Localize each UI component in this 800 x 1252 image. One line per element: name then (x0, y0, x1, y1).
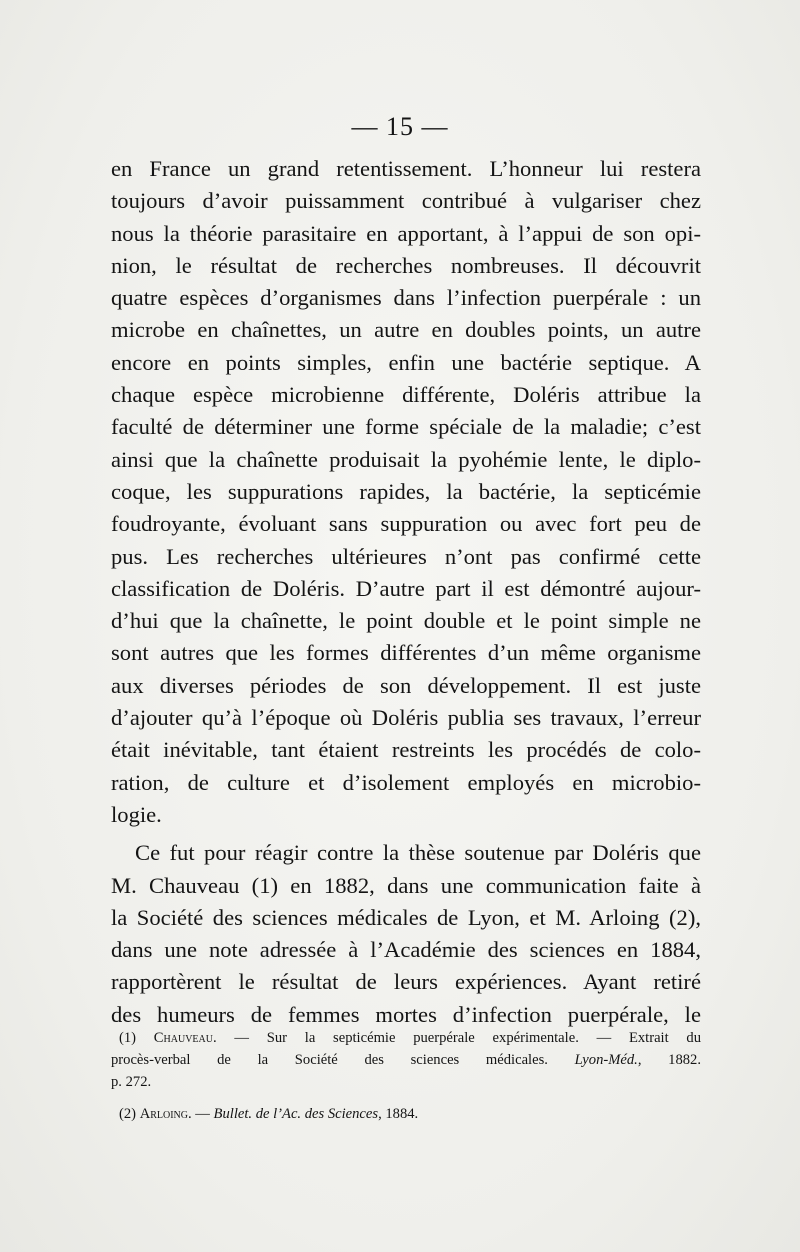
footnote-text: , 1882. (637, 1052, 701, 1068)
text-line: sont autres que les formes différentes d’un même organisme (111, 640, 701, 666)
text-line: ainsi que la chaînette produisait la pyohémie lente, le diplo- (111, 446, 701, 472)
text-line: était inévitable, tant étaient restreints les procédés de colo- (111, 737, 701, 763)
footnote-text: , 1884. (378, 1106, 419, 1122)
footnote-1-line: p. 272. (111, 1074, 152, 1090)
text-line: faculté de déterminer une forme spéciale de la maladie; c’est (111, 414, 701, 440)
body-text (111, 153, 701, 1031)
text-line: Ce fut pour réagir contre la thèse soutenue par Doléris que (135, 840, 701, 866)
footnote-journal: Lyon-Méd. (574, 1052, 638, 1068)
footnote-author: Chauveau. (153, 1030, 217, 1046)
text-line: logie. (111, 801, 162, 827)
text-line: en France un grand retentissement. L’honneur lui restera (111, 156, 701, 181)
footnotes (111, 1027, 701, 1125)
footnote-dash: — (191, 1106, 214, 1122)
text-line: ration, de culture et d’isolement employés en microbio- (111, 769, 701, 795)
footnote-marker: (2) (119, 1106, 137, 1122)
text-line: pus. Les recherches ultérieures n’ont pas confirmé cette (111, 543, 701, 569)
footnote-author: Arloing. (139, 1106, 192, 1122)
text-line: rapportèrent le résultat de leurs expériences. Ayant retiré (111, 969, 701, 995)
text-line: chaque espèce microbienne différente, Doléris attribue la (111, 382, 701, 408)
footnote-text: procès-verbal de la Société des sciences médicales. (111, 1052, 575, 1068)
text-line: d’ajouter qu’à l’époque où Doléris publia ses travaux, l’erreur (111, 705, 701, 731)
text-line: nous la théorie parasitaire en apportant, à l’appui de son opi- (111, 220, 701, 246)
page-number: — 15 — (351, 112, 449, 141)
text-line: la Société des sciences médicales de Lyon, et M. Arloing (2), (111, 904, 701, 930)
footnote-text: — Sur la septicémie puerpérale expérimentale. — Extrait du (234, 1030, 701, 1046)
footnote-2-line (111, 1103, 701, 1125)
text-line: M. Chauveau (1) en 1882, dans une communication faite à (111, 872, 701, 898)
text-line: des humeurs de femmes mortes d’infection puerpérale, le (111, 1001, 701, 1027)
text-line: quatre espèces d’organismes dans l’infection puerpérale : un (111, 285, 701, 311)
footnote-1-line (111, 1049, 701, 1071)
text-line: encore en points simples, enfin une bactérie septique. A (111, 349, 701, 375)
text-line: aux diverses périodes de son développement. Il est juste (111, 672, 701, 698)
text-line: dans une note adressée à l’Académie des sciences en 1884, (111, 937, 701, 963)
text-line: coque, les suppurations rapides, la bactérie, la septicémie (111, 478, 701, 504)
footnote-marker: (1) (119, 1030, 137, 1046)
footnote-1-line (111, 1027, 701, 1049)
text-line: microbe en chaînettes, un autre en doubles points, un autre (111, 317, 701, 343)
footnote-journal: Bullet. de l’Ac. des Sciences (213, 1106, 379, 1122)
text-line: toujours d’avoir puissamment contribué à vulgariser chez (111, 188, 701, 214)
text-line: d’hui que la chaînette, le point double et le point simple ne (111, 608, 701, 634)
text-line: nion, le résultat de recherches nombreuses. Il découvrit (111, 252, 701, 278)
text-line: classification de Doléris. D’autre part il est démontré aujour- (111, 575, 701, 601)
text-line: foudroyante, évoluant sans suppuration ou avec fort peu de (111, 511, 701, 537)
